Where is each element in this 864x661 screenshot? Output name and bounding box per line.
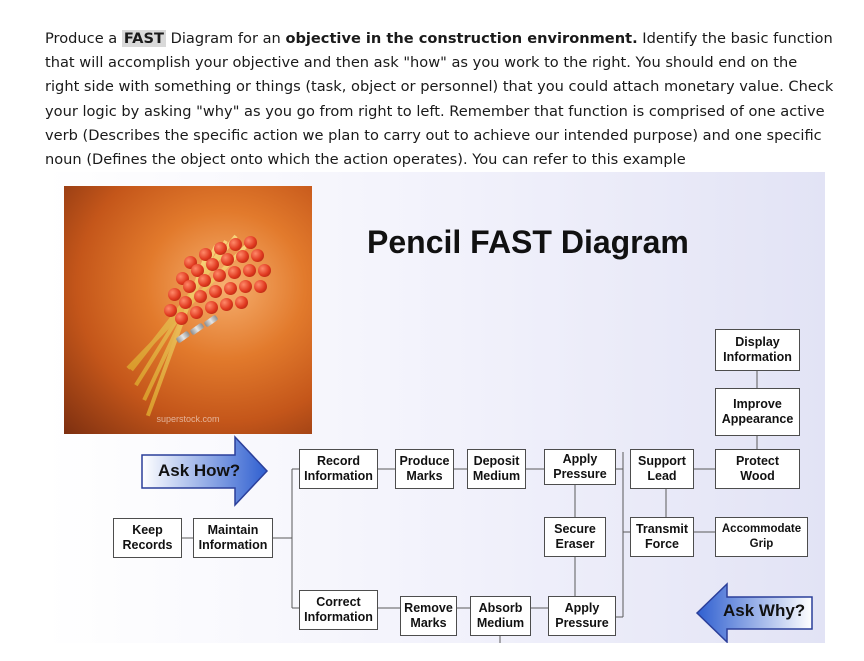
photo-watermark: superstock.com <box>156 414 220 424</box>
box-secure-eraser <box>544 517 606 557</box>
box-line: Medium <box>476 616 525 630</box>
ask-why-text: Ask Why? <box>723 601 806 620</box>
box-line: Apply <box>564 601 600 615</box>
box-line: Pressure <box>555 616 609 630</box>
box-keep-records <box>113 518 182 558</box>
box-apply-pressure-top <box>544 449 616 485</box>
box-line: Pressure <box>553 467 607 481</box>
box-remove-marks <box>400 596 457 636</box>
box-transmit-force <box>630 517 694 557</box>
box-accommodate-grip <box>715 517 808 557</box>
box-produce-marks <box>395 449 454 489</box>
ask-how-label: Ask How? <box>158 461 241 480</box>
box-line: Information <box>198 538 268 552</box>
box-line: Absorb <box>478 601 523 615</box>
instructions-part-3: Diagram for an <box>165 30 286 47</box>
box-line: Support <box>638 454 686 468</box>
box-line: Record <box>316 454 361 468</box>
box-deposit-medium <box>467 449 526 489</box>
instructions-part-1: Produce a <box>45 30 122 47</box>
box-display-information <box>715 329 800 371</box>
box-line: Wood <box>740 469 775 483</box>
box-line: Apply <box>562 452 598 466</box>
box-line: Force <box>644 537 680 551</box>
connector-lines <box>45 172 825 643</box>
box-improve-appearance <box>715 388 800 436</box>
box-line: Protect <box>735 454 780 468</box>
box-line: Information <box>723 350 792 364</box>
box-line: Medium <box>472 469 521 483</box>
box-line: Keep <box>132 523 163 537</box>
box-record-information <box>299 449 378 489</box>
box-correct-information <box>299 590 378 630</box>
box-line: Lead <box>647 469 677 483</box>
box-line: Information <box>304 469 373 483</box>
box-apply-pressure-bottom <box>548 596 616 636</box>
box-line: Display <box>735 335 780 349</box>
box-line: Secure <box>554 522 596 536</box>
fast-diagram-slide <box>45 172 825 643</box>
box-line: Produce <box>399 454 450 468</box>
box-line: Transmit <box>635 522 689 536</box>
box-absorb-medium <box>470 596 531 636</box>
box-line: Marks <box>406 469 443 483</box>
box-line: Eraser <box>555 537 595 551</box>
fast-highlight: FAST <box>123 30 164 47</box>
box-line: Information <box>304 610 373 624</box>
box-line: Deposit <box>473 454 520 468</box>
box-line: Improve <box>733 397 782 411</box>
box-line: Maintain <box>207 523 259 537</box>
objective-emphasis: objective in the construction environment. <box>285 30 638 47</box>
box-line: Grip <box>749 538 774 550</box>
instructions-part-5: Identify the basic function that will accomplish your objective and then ask "how" as you work to the right. You should end on the right side with something or things (task, object or personnel) that you could attach monetary value. Check your logic by asking "why" as you go from right to left. Remember that function is comprised of one active verb (Describes the specific action we plan to carry out to achieve our intended purpose) and one specific noun (Defines the object onto which the action operates). You can refer to this example <box>45 30 834 169</box>
box-maintain-information <box>193 518 273 558</box>
box-line: Accommodate <box>721 523 802 535</box>
box-line: Appearance <box>721 412 794 426</box>
ask-why-label <box>723 601 805 621</box>
box-line: Correct <box>316 595 361 609</box>
box-protect-wood <box>715 449 800 489</box>
box-line: Marks <box>410 616 447 630</box>
diagram-title: Pencil FAST Diagram <box>367 224 689 260</box>
box-line: Records <box>122 538 173 552</box>
box-support-lead <box>630 449 694 489</box>
box-line: Remove <box>404 601 453 615</box>
instructions-text <box>45 27 835 172</box>
